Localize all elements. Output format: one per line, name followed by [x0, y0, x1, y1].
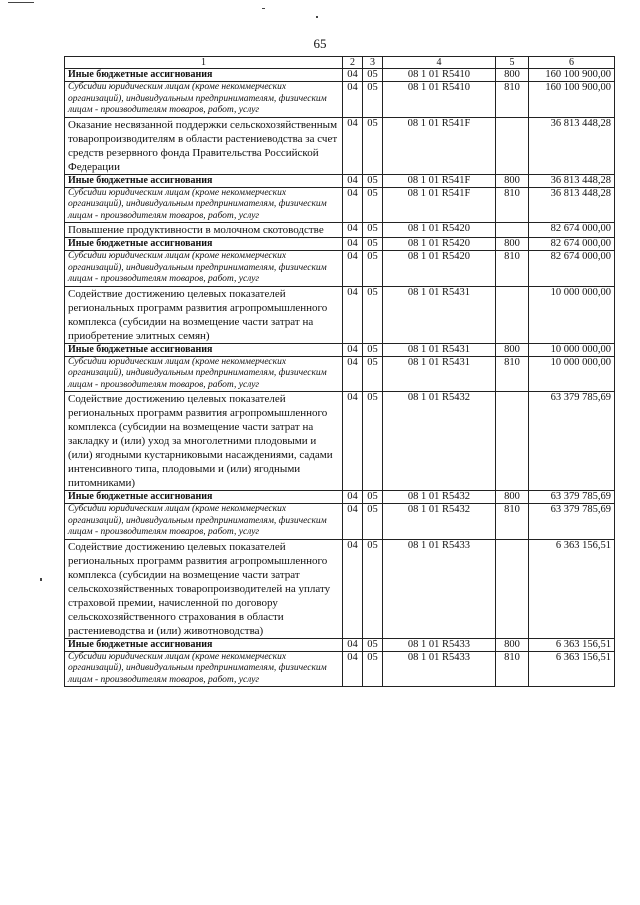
header-col-5: 5: [496, 57, 529, 69]
row-subsection-cell: 05: [363, 638, 383, 651]
row-subsection-cell: 05: [363, 187, 383, 223]
row-name-cell: Иные бюджетные ассигнования: [65, 491, 343, 504]
row-target-code-cell: 08 1 01 R5420: [383, 238, 496, 251]
row-section-cell: 04: [343, 187, 363, 223]
table-row: [65, 356, 615, 392]
row-expense-type-cell: 810: [496, 251, 529, 287]
row-expense-type-cell: [496, 286, 529, 343]
table-body: [65, 69, 615, 687]
row-amount-cell: 10 000 000,00: [529, 356, 615, 392]
row-target-code-cell: 08 1 01 R5431: [383, 343, 496, 356]
row-name-cell: Содействие достижению целевых показателей региональных программ развития агропромышленного комплекса (субсидии на возмещение части затрат на приобретение элитных семян): [65, 286, 343, 343]
scan-artifact: [40, 578, 42, 581]
row-section-cell: 04: [343, 651, 363, 687]
table-row: [65, 651, 615, 687]
row-name-cell: Иные бюджетные ассигнования: [65, 69, 343, 82]
table-row: [65, 539, 615, 638]
row-section-cell: 04: [343, 491, 363, 504]
table-row: [65, 174, 615, 187]
header-col-4: 4: [383, 57, 496, 69]
row-target-code-cell: 08 1 01 R5432: [383, 392, 496, 491]
row-amount-cell: 82 674 000,00: [529, 223, 615, 238]
row-name-cell: Субсидии юридическим лицам (кроме некоммерческих организаций), индивидуальным предпринимателям, физическим лицам - производителям товаров, работ, услуг: [65, 251, 343, 287]
row-expense-type-cell: 800: [496, 69, 529, 82]
row-name-cell: Субсидии юридическим лицам (кроме некоммерческих организаций), индивидуальным предпринимателям, физическим лицам - производителям товаров, работ, услуг: [65, 356, 343, 392]
header-col-2: 2: [343, 57, 363, 69]
table-row: [65, 251, 615, 287]
table-row: [65, 187, 615, 223]
row-section-cell: 04: [343, 504, 363, 540]
table-row: [65, 238, 615, 251]
row-section-cell: 04: [343, 251, 363, 287]
row-subsection-cell: 05: [363, 69, 383, 82]
row-target-code-cell: 08 1 01 R5410: [383, 69, 496, 82]
row-section-cell: 04: [343, 69, 363, 82]
row-subsection-cell: 05: [363, 539, 383, 638]
row-subsection-cell: 05: [363, 392, 383, 491]
row-subsection-cell: 05: [363, 251, 383, 287]
row-amount-cell: 6 363 156,51: [529, 539, 615, 638]
row-expense-type-cell: 800: [496, 238, 529, 251]
table-row: [65, 392, 615, 491]
row-expense-type-cell: 800: [496, 638, 529, 651]
row-section-cell: 04: [343, 356, 363, 392]
row-expense-type-cell: [496, 223, 529, 238]
row-subsection-cell: 05: [363, 504, 383, 540]
row-subsection-cell: 05: [363, 174, 383, 187]
row-expense-type-cell: [496, 539, 529, 638]
table-row: [65, 223, 615, 238]
row-name-cell: Субсидии юридическим лицам (кроме некоммерческих организаций), индивидуальным предпринимателям, физическим лицам - производителям товаров, работ, услуг: [65, 82, 343, 118]
row-name-cell: Содействие достижению целевых показателей региональных программ развития агропромышленного комплекса (субсидии на возмещение части затрат на закладку и (или) уход за многолетними плодовыми и (или) ягодными кустарниковыми насаждениями, садами интенсивного типа, плодовыми и (или) ягодными питомниками): [65, 392, 343, 491]
table-row: [65, 638, 615, 651]
row-target-code-cell: 08 1 01 R541F: [383, 174, 496, 187]
row-name-cell: Субсидии юридическим лицам (кроме некоммерческих организаций), индивидуальным предпринимателям, физическим лицам - производителям товаров, работ, услуг: [65, 504, 343, 540]
table-row: [65, 286, 615, 343]
row-target-code-cell: 08 1 01 R5431: [383, 356, 496, 392]
table-row: [65, 69, 615, 82]
row-section-cell: 04: [343, 82, 363, 118]
row-section-cell: 04: [343, 343, 363, 356]
row-target-code-cell: 08 1 01 R5433: [383, 539, 496, 638]
row-amount-cell: 36 813 448,28: [529, 117, 615, 174]
row-target-code-cell: 08 1 01 R5433: [383, 638, 496, 651]
row-section-cell: 04: [343, 117, 363, 174]
row-target-code-cell: 08 1 01 R5420: [383, 223, 496, 238]
scan-artifact: [8, 2, 34, 3]
row-section-cell: 04: [343, 638, 363, 651]
row-section-cell: 04: [343, 238, 363, 251]
row-amount-cell: 160 100 900,00: [529, 82, 615, 118]
row-amount-cell: 82 674 000,00: [529, 238, 615, 251]
row-subsection-cell: 05: [363, 286, 383, 343]
row-target-code-cell: 08 1 01 R5432: [383, 504, 496, 540]
row-section-cell: 04: [343, 392, 363, 491]
row-expense-type-cell: 810: [496, 82, 529, 118]
row-expense-type-cell: [496, 392, 529, 491]
row-amount-cell: 6 363 156,51: [529, 651, 615, 687]
row-name-cell: Субсидии юридическим лицам (кроме некоммерческих организаций), индивидуальным предпринимателям, физическим лицам - производителям товаров, работ, услуг: [65, 651, 343, 687]
table-header-row: [65, 57, 615, 69]
row-amount-cell: 6 363 156,51: [529, 638, 615, 651]
row-amount-cell: 63 379 785,69: [529, 392, 615, 491]
row-expense-type-cell: 810: [496, 651, 529, 687]
row-subsection-cell: 05: [363, 117, 383, 174]
row-target-code-cell: 08 1 01 R5432: [383, 491, 496, 504]
row-subsection-cell: 05: [363, 238, 383, 251]
row-name-cell: Иные бюджетные ассигнования: [65, 638, 343, 651]
table-row: [65, 117, 615, 174]
row-subsection-cell: 05: [363, 491, 383, 504]
row-subsection-cell: 05: [363, 343, 383, 356]
row-amount-cell: 36 813 448,28: [529, 174, 615, 187]
table-row: [65, 491, 615, 504]
row-section-cell: 04: [343, 223, 363, 238]
row-expense-type-cell: 800: [496, 174, 529, 187]
row-name-cell: Иные бюджетные ассигнования: [65, 174, 343, 187]
row-expense-type-cell: 800: [496, 491, 529, 504]
row-section-cell: 04: [343, 539, 363, 638]
table-row: [65, 343, 615, 356]
row-name-cell: Иные бюджетные ассигнования: [65, 238, 343, 251]
row-expense-type-cell: 810: [496, 356, 529, 392]
row-target-code-cell: 08 1 01 R541F: [383, 187, 496, 223]
row-expense-type-cell: [496, 117, 529, 174]
row-expense-type-cell: 810: [496, 504, 529, 540]
row-amount-cell: 63 379 785,69: [529, 491, 615, 504]
header-col-3: 3: [363, 57, 383, 69]
scan-artifact: [262, 8, 265, 9]
row-expense-type-cell: 810: [496, 187, 529, 223]
row-section-cell: 04: [343, 174, 363, 187]
row-name-cell: Субсидии юридическим лицам (кроме некоммерческих организаций), индивидуальным предпринимателям, физическим лицам - производителям товаров, работ, услуг: [65, 187, 343, 223]
row-amount-cell: 36 813 448,28: [529, 187, 615, 223]
row-subsection-cell: 05: [363, 223, 383, 238]
row-subsection-cell: 05: [363, 651, 383, 687]
table-row: [65, 82, 615, 118]
row-expense-type-cell: 800: [496, 343, 529, 356]
row-target-code-cell: 08 1 01 R541F: [383, 117, 496, 174]
row-amount-cell: 10 000 000,00: [529, 286, 615, 343]
row-name-cell: Иные бюджетные ассигнования: [65, 343, 343, 356]
row-name-cell: Содействие достижению целевых показателей региональных программ развития агропромышленного комплекса (субсидии на возмещение части затрат сельскохозяйственных товаропроизводителей на уплату страховой премии, начисленной по договору сельскохозяйственного страхования в области растениеводства и (или) животноводства): [65, 539, 343, 638]
row-target-code-cell: 08 1 01 R5420: [383, 251, 496, 287]
row-name-cell: Оказание несвязанной поддержки сельскохозяйственным товаропроизводителям в области растениеводства за счет средств резервного фонда Правительства Российской Федерации: [65, 117, 343, 174]
table-row: [65, 504, 615, 540]
row-subsection-cell: 05: [363, 82, 383, 118]
row-target-code-cell: 08 1 01 R5431: [383, 286, 496, 343]
row-amount-cell: 63 379 785,69: [529, 504, 615, 540]
row-target-code-cell: 08 1 01 R5410: [383, 82, 496, 118]
header-col-1: 1: [65, 57, 343, 69]
page-number: 65: [313, 36, 327, 51]
row-name-cell: Повышение продуктивности в молочном скотоводстве: [65, 223, 343, 238]
row-subsection-cell: 05: [363, 356, 383, 392]
row-amount-cell: 160 100 900,00: [529, 69, 615, 82]
header-col-6: 6: [529, 57, 615, 69]
row-section-cell: 04: [343, 286, 363, 343]
row-amount-cell: 10 000 000,00: [529, 343, 615, 356]
row-target-code-cell: 08 1 01 R5433: [383, 651, 496, 687]
scan-artifact: [316, 16, 318, 18]
row-amount-cell: 82 674 000,00: [529, 251, 615, 287]
budget-table: [64, 56, 615, 687]
